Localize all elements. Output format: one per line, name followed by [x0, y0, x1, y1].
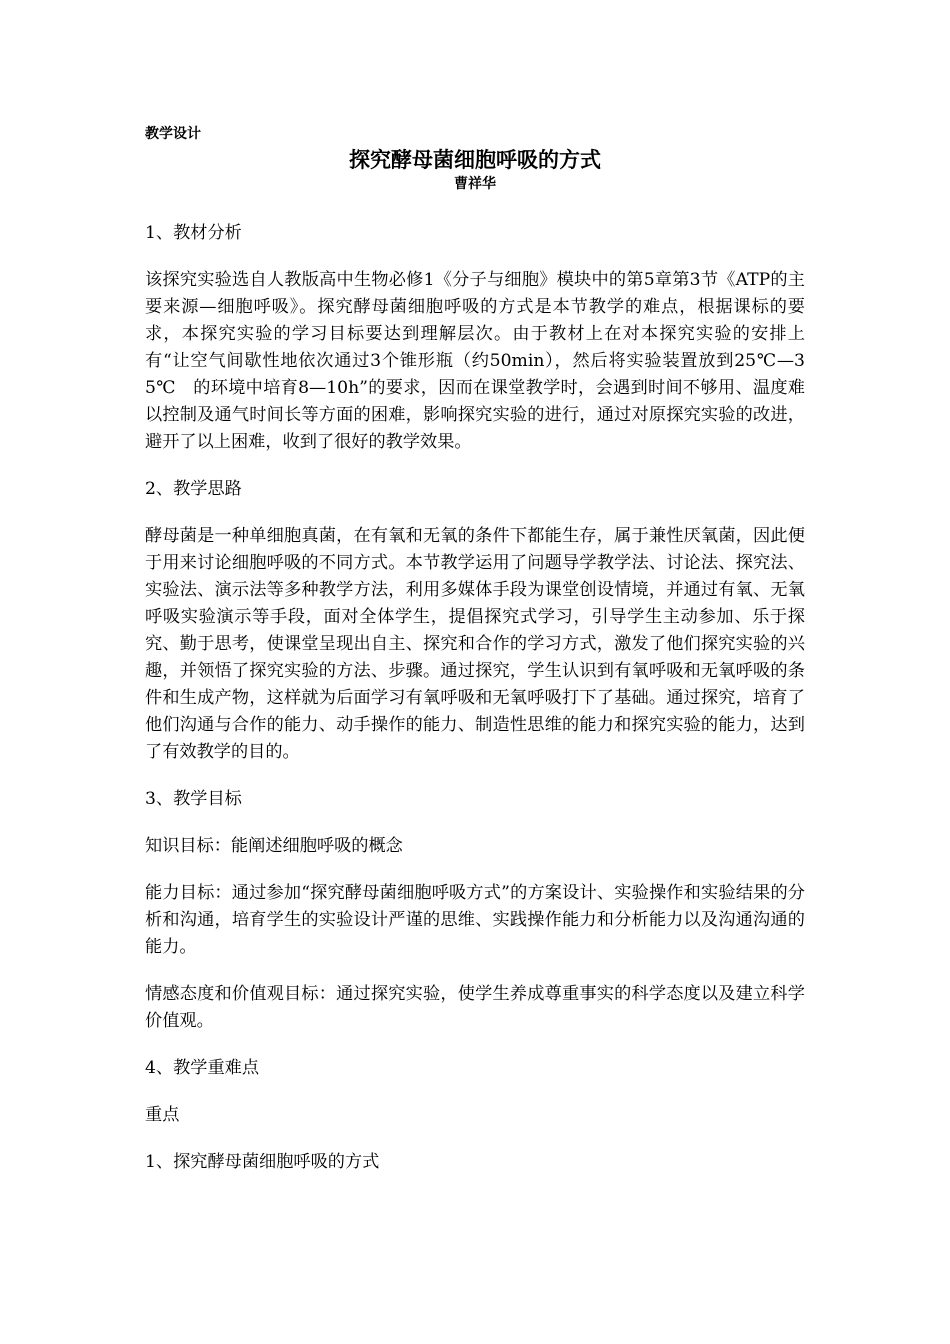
ability-goal: 能力目标：通过参加“探究酵母菌细胞呼吸方式”的方案设计、实验操作和实验结果的分析和沟通，培育学生的实验设计严谨的思维、实践操作能力和分析能力以及沟通沟通的能力。: [145, 883, 805, 957]
knowledge-goal: 知识目标：能阐述细胞呼吸的概念: [145, 836, 403, 856]
section-1-paragraph: 该探究实验选自人教版高中生物必修1《分子与细胞》模块中的第5章第3节《ATP的主要来源—细胞呼吸》。探究酵母菌细胞呼吸的方式是本节教学的难点，根据课标的要求，本探究实验的学习目标要达到理解层次。由于教材上在对本探究实验的安排上有“让空气间歇性地依次通过3个锥形瓶（约50min），然后将实验装置放到25℃—35℃ 的环境中培育8—10h”的要求，因而在课堂教学时，会遇到时间不够用、温度难以控制及通气时间长等方面的困难，影响探究实验的进行，通过对原探究实验的改进，避开了以上困难，收到了很好的教学效果。: [145, 270, 805, 452]
document-author: 曹祥华: [454, 176, 496, 192]
document-label: 教学设计: [145, 126, 201, 142]
section-heading-2: 2、教学思路: [145, 479, 242, 499]
key-points-label: 重点: [145, 1105, 180, 1125]
emotion-goal: 情感态度和价值观目标：通过探究实验，使学生养成尊重事实的科学态度以及建立科学价值观。: [145, 984, 805, 1031]
section-heading-1: 1、教材分析: [145, 223, 242, 243]
document-title: 探究酵母菌细胞呼吸的方式: [349, 148, 601, 172]
section-2-paragraph: 酵母菌是一种单细胞真菌，在有氧和无氧的条件下都能生存，属于兼性厌氧菌，因此便于用来讨论细胞呼吸的不同方式。本节教学运用了问题导学教学法、讨论法、探究法、实验法、演示法等多种教学方法，利用多媒体手段为课堂创设情境，并通过有氧、无氧呼吸实验演示等手段，面对全体学生，提倡探究式学习，引导学生主动参加、乐于探究、勤于思考，使课堂呈现出自主、探究和合作的学习方式，激发了他们探究实验的兴趣，并领悟了探究实验的方法、步骤。通过探究，学生认识到有氧呼吸和无氧呼吸的条件和生成产物，这样就为后面学习有氧呼吸和无氧呼吸打下了基础。通过探究，培育了他们沟通与合作的能力、动手操作的能力、制造性思维的能力和探究实验的能力，达到了有效教学的目的。: [145, 526, 805, 762]
section-heading-4: 4、教学重难点: [145, 1058, 260, 1078]
section-heading-3: 3、教学目标: [145, 789, 242, 809]
key-point-item-1: 1、探究酵母菌细胞呼吸的方式: [145, 1152, 380, 1172]
document-page: [145, 124, 805, 1196]
